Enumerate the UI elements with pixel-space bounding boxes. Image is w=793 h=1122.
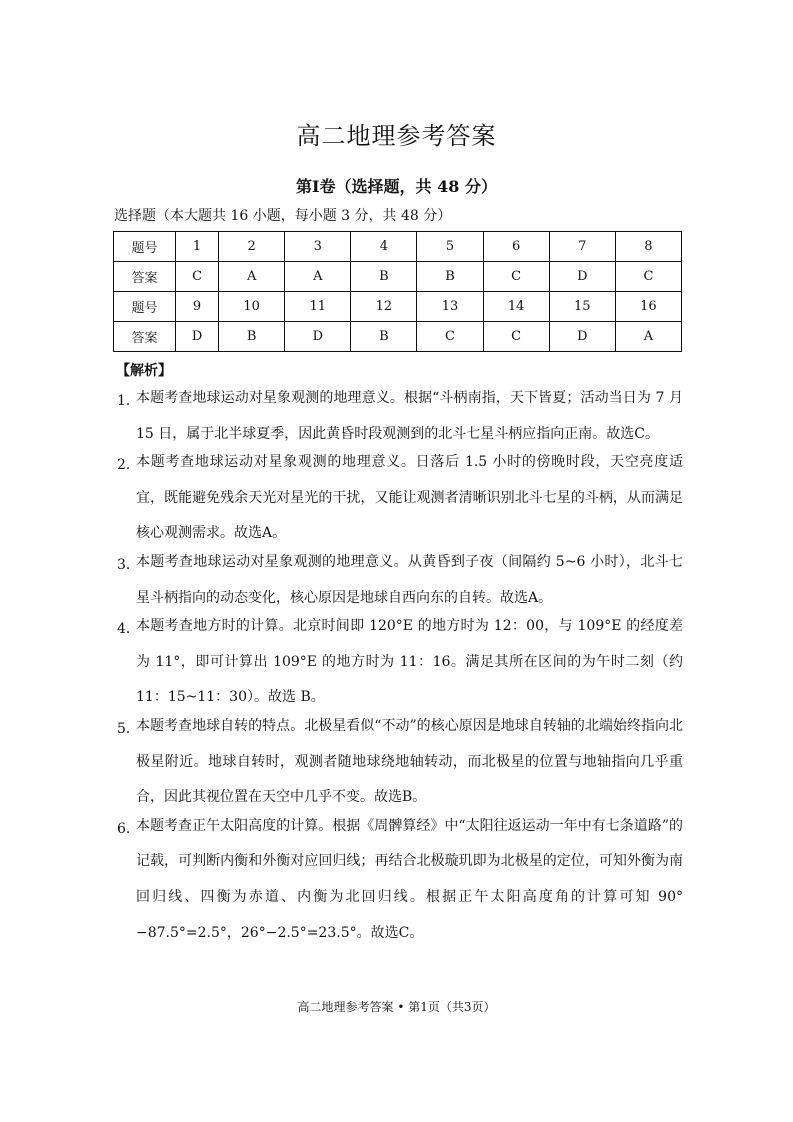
table-cell: 1 xyxy=(176,232,219,262)
table-cell: 9 xyxy=(176,292,219,322)
table-cell: B xyxy=(351,322,417,352)
table-cell: 11 xyxy=(285,292,351,322)
table-cell: 2 xyxy=(219,232,285,262)
page-footer: 高二地理参考答案 • 第1页（共3页） xyxy=(297,1000,496,1014)
table-cell: C xyxy=(483,322,549,352)
table-cell: D xyxy=(176,322,219,352)
table-row-header: 题号 xyxy=(114,232,176,262)
table-cell: D xyxy=(549,262,615,292)
table-cell: 3 xyxy=(285,232,351,262)
analysis-item-number: 4． xyxy=(117,621,140,638)
table-cell: A xyxy=(615,322,681,352)
table-cell: B xyxy=(351,262,417,292)
section-intro: 选择题（本大题共 16 小题，每小题 3 分，共 48 分） xyxy=(114,208,452,224)
analysis-item-number: 2． xyxy=(117,457,140,474)
analysis-item xyxy=(117,718,683,816)
table-cell: D xyxy=(285,322,351,352)
analysis-item-text: 本题考查地球自转的特点。北极星看似“不动”的核心原因是地球自转轴的北端始终指向北极星附近。地球自转时，观测者随地球绕地轴转动，而北极星的位置与地轴指向几乎重合，因此其视位置在天空中几乎不变。故选B。 xyxy=(136,717,683,806)
table-cell: C xyxy=(176,262,219,292)
table-cell: 16 xyxy=(615,292,681,322)
page-title: 高二地理参考答案 xyxy=(296,122,497,150)
section-title: 第Ⅰ卷（选择题，共 48 分） xyxy=(296,177,497,196)
table-cell: 15 xyxy=(549,292,615,322)
table-row xyxy=(114,262,682,292)
analysis-item-text: 本题考查地方时的计算。北京时间即 120°E 的地方时为 12：00，与 109°E 的经度差为 11°，即可计算出 109°E 的地方时为 11：16。满足其所在区间的为午时二刻（约 11：15~11：30）。故选 B。 xyxy=(136,618,683,706)
analysis-heading: 【解析】 xyxy=(116,363,172,379)
table-cell: C xyxy=(483,262,549,292)
analysis-item-number: 1． xyxy=(117,393,140,409)
analysis-item-text: 本题考查地球运动对星象观测的地理意义。从黄昏到子夜（间隔约 5~6 小时），北斗七星斗柄指向的动态变化，核心原因是地球自西向东的自转。故选A。 xyxy=(136,553,683,606)
table-row xyxy=(114,292,682,322)
analysis-item xyxy=(117,390,683,452)
analysis-item xyxy=(117,618,683,716)
table-row xyxy=(114,322,682,352)
table-cell: 5 xyxy=(417,232,483,262)
table-cell: 6 xyxy=(483,232,549,262)
table-cell: B xyxy=(219,322,285,352)
table-cell: 14 xyxy=(483,292,549,322)
table-cell: A xyxy=(219,262,285,292)
table-cell: B xyxy=(417,262,483,292)
table-cell: 10 xyxy=(219,292,285,322)
table-row-header: 答案 xyxy=(114,322,176,352)
table-cell: 13 xyxy=(417,292,483,322)
analysis-list xyxy=(117,390,683,951)
analysis-item xyxy=(117,454,683,552)
analysis-item-text: 本题考查地球运动对星象观测的地理意义。日落后 1.5 小时的傍晚时段，天空亮度适宜，既能避免残余天光对星光的干扰，又能让观测者清晰识别北斗七星的斗柄，从而满足核心观测需求。故选A。 xyxy=(136,454,683,542)
analysis-item-number: 5． xyxy=(117,720,140,737)
table-cell: A xyxy=(285,262,351,292)
table-cell: C xyxy=(417,322,483,352)
answer-table xyxy=(113,231,682,352)
table-cell: 12 xyxy=(351,292,417,322)
analysis-item-text: 本题考查地球运动对星象观测的地理意义。根据“斗柄南指，天下皆夏；活动当日为 7 月 15 日，属于北半球夏季，因此黄昏时段观测到的北斗七星斗柄应指向正南。故选C。 xyxy=(136,390,683,442)
table-cell: C xyxy=(615,262,681,292)
analysis-item-number: 3． xyxy=(117,556,140,573)
analysis-item-number: 6． xyxy=(117,820,140,837)
table-row-header: 题号 xyxy=(114,292,176,322)
table-cell: 7 xyxy=(549,232,615,262)
table-cell: 4 xyxy=(351,232,417,262)
table-cell: 8 xyxy=(615,232,681,262)
table-cell: D xyxy=(549,322,615,352)
analysis-item-text: 本题考查正午太阳高度的计算。根据《周髀算经》中“太阳往返运动一年中有七条道路”的记载，可判断内衡和外衡对应回归线；再结合北极璇玑即为北极星的定位，可知外衡为南回归线、四衡为赤道、内衡为北回归线。根据正午太阳高度角的计算可知 90°−87.5°=2.5°，26°−2.5°=23.5°。故选C。 xyxy=(136,817,683,941)
table-row xyxy=(114,232,682,262)
analysis-item xyxy=(117,818,683,951)
table-row-header: 答案 xyxy=(114,262,176,292)
analysis-item xyxy=(117,554,683,616)
